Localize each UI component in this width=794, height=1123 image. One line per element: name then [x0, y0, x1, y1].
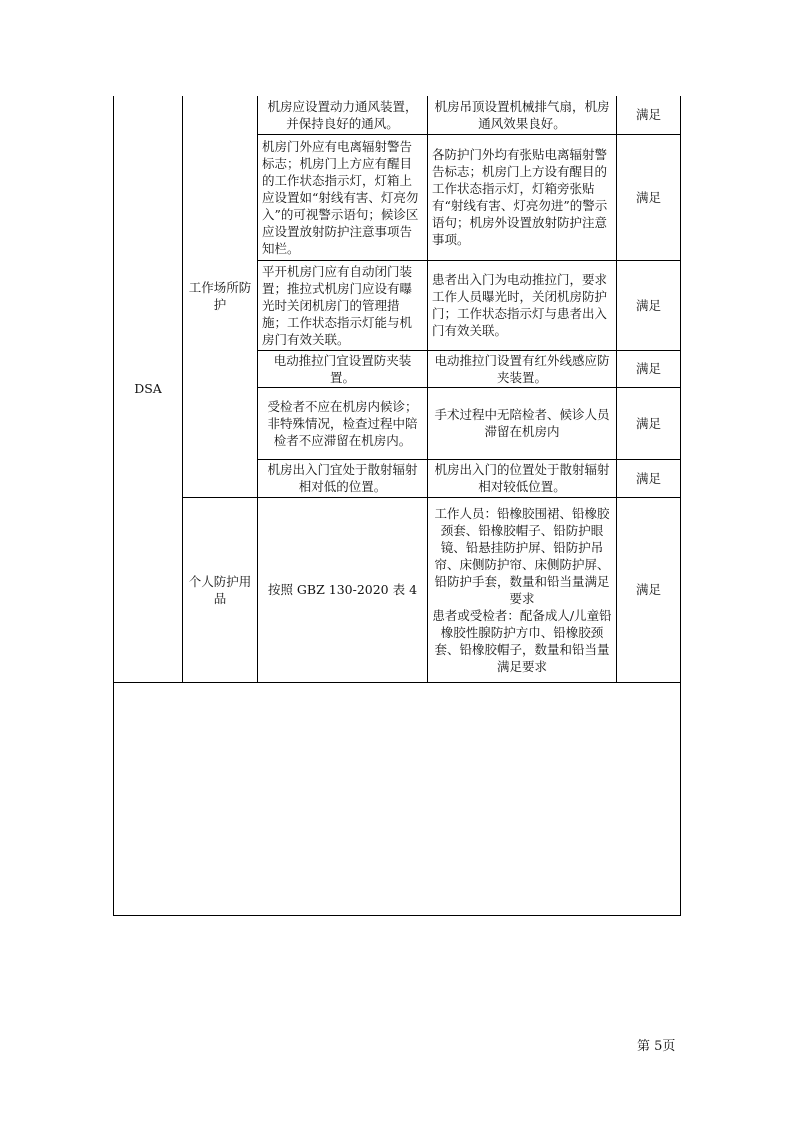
finding-cell: 各防护门外均有张贴电离辐射警告标志；机房门上方设有醒目的工作状态指示灯，灯箱旁张贴有“射线有害、灯亮勿进”的警示语句；机房外设置放射防护注意事项。 — [428, 134, 617, 260]
result-cell: 满足 — [617, 350, 681, 387]
finding-cell: 工作人员：铅橡胶围裙、铅橡胶颈套、铅橡胶帽子、铅防护眼镜、铅悬挂防护屏、铅防护吊帘、床侧防护帘、床侧防护屏、铅防护手套，数量和铅当量满足要求 患者或受检者：配备成人/儿童铅橡胶性腺防护方巾、铅橡胶颈套、铅橡胶帽子，数量和铅当量满足要求 — [428, 497, 617, 682]
group-cell-workplace: 工作场所防护 — [183, 96, 258, 497]
requirement-cell: 机房应设置动力通风装置，并保持良好的通风。 — [258, 96, 428, 134]
result-cell: 满足 — [617, 387, 681, 459]
protection-check-table — [113, 96, 681, 683]
finding-cell: 机房出入门的位置处于散射辐射相对较低位置。 — [428, 459, 617, 497]
requirement-cell: 按照 GBZ 130-2020 表 4 — [258, 497, 428, 682]
group-cell-personal: 个人防护用品 — [183, 497, 258, 682]
table-row — [114, 497, 681, 682]
requirement-cell: 机房门外应有电离辐射警告标志；机房门上方应有醒目的工作状态指示灯，灯箱上应设置如“射线有害、灯亮勿入”的可视警示语句；候诊区应设置放射防护注意事项告知栏。 — [258, 134, 428, 260]
requirement-cell: 平开机房门应有自动闭门装置；推拉式机房门应设有曝光时关闭机房门的管理措施；工作状态指示灯能与机房门有效关联。 — [258, 260, 428, 350]
result-cell: 满足 — [617, 96, 681, 134]
requirement-cell: 电动推拉门宜设置防夹装置。 — [258, 350, 428, 387]
result-cell: 满足 — [617, 260, 681, 350]
requirement-cell: 机房出入门宜处于散射辐射相对低的位置。 — [258, 459, 428, 497]
result-cell: 满足 — [617, 497, 681, 682]
page-number: 第 5页 — [637, 1039, 676, 1054]
requirement-cell: 受检者不应在机房内候诊；非特殊情况，检查过程中陪检者不应滞留在机房内。 — [258, 387, 428, 459]
table-row — [114, 96, 681, 134]
finding-cell: 患者出入门为电动推拉门，要求工作人员曝光时，关闭机房防护门；工作状态指示灯与患者出入门有效关联。 — [428, 260, 617, 350]
finding-cell: 机房吊顶设置机械排气扇，机房通风效果良好。 — [428, 96, 617, 134]
finding-cell: 手术过程中无陪检者、候诊人员滞留在机房内 — [428, 387, 617, 459]
category-cell: DSA — [114, 96, 183, 682]
result-cell: 满足 — [617, 134, 681, 260]
finding-cell: 电动推拉门设置有红外线感应防夹装置。 — [428, 350, 617, 387]
result-cell: 满足 — [617, 459, 681, 497]
